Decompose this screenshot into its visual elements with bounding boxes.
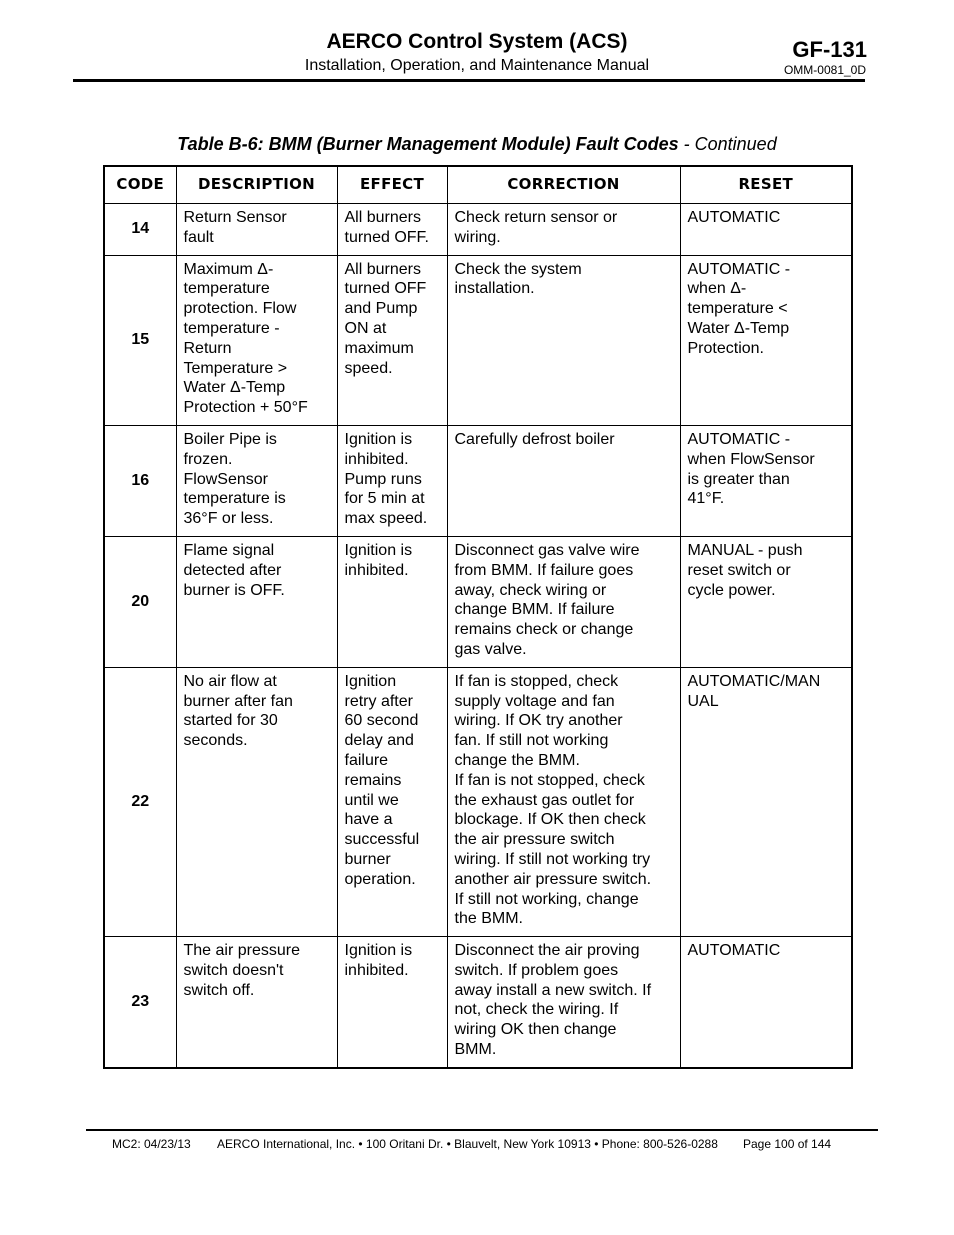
revision-number: OMM-0081_0D <box>783 63 866 77</box>
footer-revision-date: MC2: 04/23/13 <box>112 1137 191 1151</box>
effect-cell: All burners turned OFF. <box>337 204 447 256</box>
header-divider <box>73 79 865 82</box>
reset-cell: AUTOMATIC - when Δ- temperature < Water Δ-Temp Protection. <box>680 255 852 425</box>
reset-cell: AUTOMATIC <box>680 204 852 256</box>
fault-code-cell: 22 <box>104 667 176 936</box>
fault-code-cell: 15 <box>104 255 176 425</box>
effect-cell: Ignition is inhibited. <box>337 536 447 667</box>
column-header-correction: CORRECTION <box>447 166 680 204</box>
effect-cell: Ignition retry after 60 second delay and failure remains until we have a successful burner operation. <box>337 667 447 936</box>
effect-cell: Ignition is inhibited. <box>337 937 447 1068</box>
correction-cell: If fan is stopped, check supply voltage and fan wiring. If OK try another fan. If still not working change the BMM. If fan is not stopped, check the exhaust gas outlet for blockage. If OK then check the air pressure switch wiring. If still not working try another air pressure switch. If still not working, change the BMM. <box>447 667 680 936</box>
description-cell: Boiler Pipe is frozen. FlowSensor temperature is 36°F or less. <box>176 425 337 536</box>
footer-divider <box>86 1129 878 1131</box>
table-row <box>104 667 852 936</box>
description-cell: The air pressure switch doesn't switch off. <box>176 937 337 1068</box>
reset-cell: AUTOMATIC <box>680 937 852 1068</box>
table-header-row <box>104 166 852 204</box>
manual-title: AERCO Control System (ACS) <box>326 30 628 53</box>
table-caption <box>0 134 954 155</box>
table-caption-title: Table B-6: BMM (Burner Management Module) Fault Codes <box>177 134 679 154</box>
footer-page-number: Page 100 of 144 <box>743 1137 832 1151</box>
description-cell: No air flow at burner after fan started for 30 seconds. <box>176 667 337 936</box>
fault-code-cell: 16 <box>104 425 176 536</box>
fault-codes-table <box>103 165 853 1069</box>
correction-cell: Carefully defrost boiler <box>447 425 680 536</box>
reset-cell: AUTOMATIC - when FlowSensor is greater than 41°F. <box>680 425 852 536</box>
table-row <box>104 536 852 667</box>
table-caption-continued: - Continued <box>678 134 777 154</box>
table-row <box>104 425 852 536</box>
column-header-code: CODE <box>104 166 176 204</box>
fault-code-cell: 20 <box>104 536 176 667</box>
reset-cell: AUTOMATIC/MAN UAL <box>680 667 852 936</box>
description-cell: Maximum Δ- temperature protection. Flow temperature - Return Temperature > Water Δ-Temp Protection + 50°F <box>176 255 337 425</box>
correction-cell: Check the system installation. <box>447 255 680 425</box>
correction-cell: Disconnect the air proving switch. If problem goes away install a new switch. If not, check the wiring. If wiring OK then change BMM. <box>447 937 680 1068</box>
column-header-reset: RESET <box>680 166 852 204</box>
description-cell: Flame signal detected after burner is OFF. <box>176 536 337 667</box>
table-row <box>104 255 852 425</box>
correction-cell: Check return sensor or wiring. <box>447 204 680 256</box>
fault-code-cell: 23 <box>104 937 176 1068</box>
document-number: GF-131 <box>792 37 867 62</box>
footer-company-address: AERCO International, Inc. • 100 Oritani Dr. • Blauvelt, New York 10913 • Phone: 800-526-0288 <box>217 1137 718 1151</box>
effect-cell: Ignition is inhibited. Pump runs for 5 min at max speed. <box>337 425 447 536</box>
reset-cell: MANUAL - push reset switch or cycle power. <box>680 536 852 667</box>
column-header-effect: EFFECT <box>337 166 447 204</box>
correction-cell: Disconnect gas valve wire from BMM. If failure goes away, check wiring or change BMM. If failure remains check or change gas valve. <box>447 536 680 667</box>
manual-subtitle: Installation, Operation, and Maintenance Manual <box>304 57 650 74</box>
table-row <box>104 204 852 256</box>
description-cell: Return Sensor fault <box>176 204 337 256</box>
fault-code-cell: 14 <box>104 204 176 256</box>
table-row <box>104 937 852 1068</box>
column-header-description: DESCRIPTION <box>176 166 337 204</box>
effect-cell: All burners turned OFF and Pump ON at maximum speed. <box>337 255 447 425</box>
